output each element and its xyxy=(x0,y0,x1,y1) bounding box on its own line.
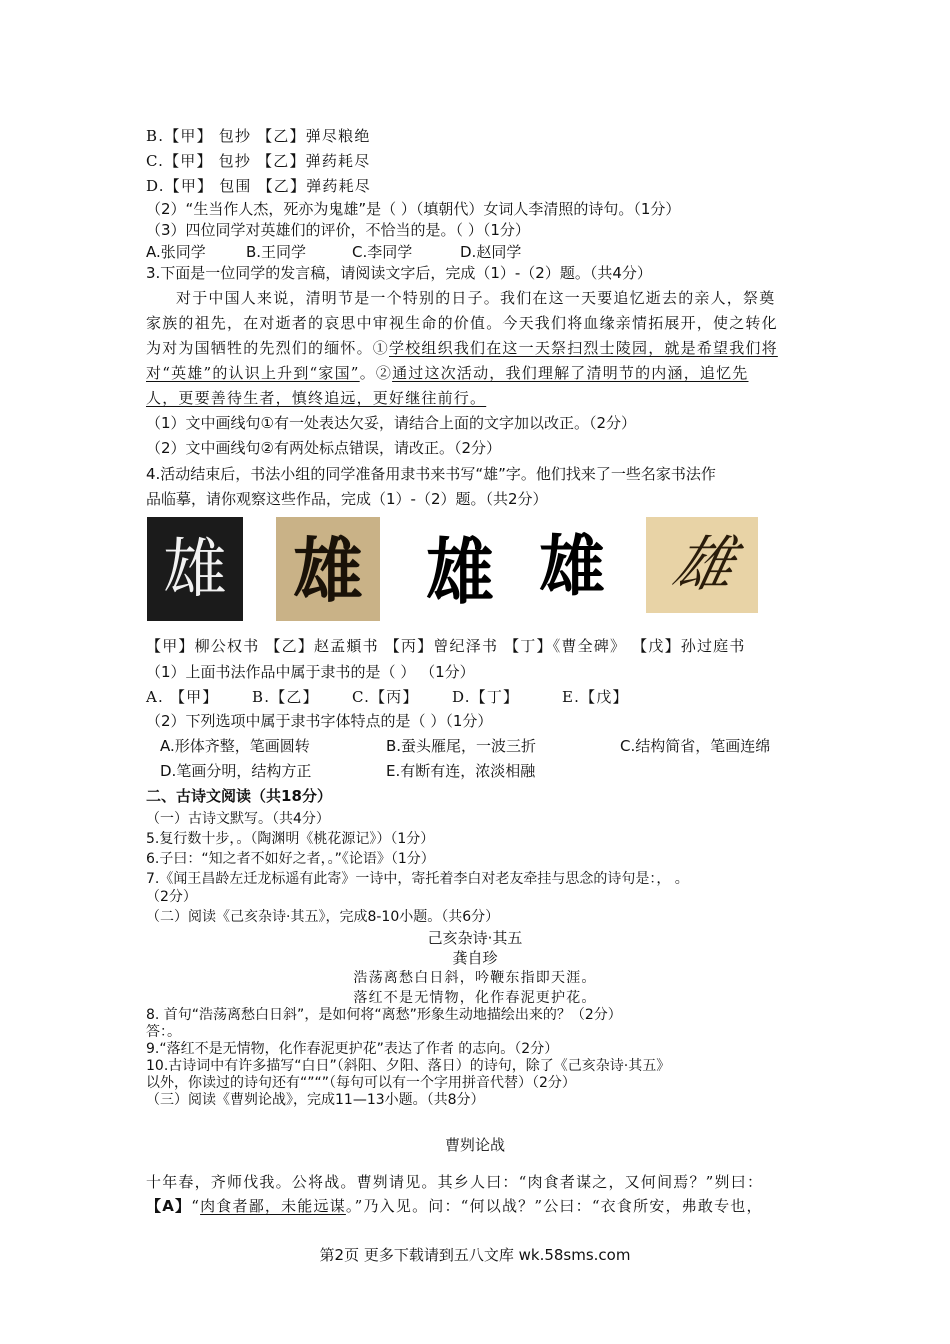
q7-line1: 7.《闻王昌龄左迁龙标遥有此寄》一诗中，寄托着李白对老友牵挂与思念的诗句是：， 。 xyxy=(146,871,689,887)
calligraphy-wu-graphic xyxy=(646,517,758,613)
q4-sub2: （2）下列选项中属于隶书字体特点的是（ ）（1分） xyxy=(146,712,493,730)
q9: 9.“落红不是无情物，化作春泥更护花”表达了作者 的志向。（2分） xyxy=(146,1041,559,1057)
text-title: 曹刿论战 xyxy=(444,1136,505,1154)
calligraphy-yi-glyph: 雄 xyxy=(293,529,363,612)
q10-line2: 以外，你读过的诗句还有“”“”（每句可以有一个字用拼音代替）（2分） xyxy=(146,1075,576,1091)
q2-sub3-option-d: D.赵同学 xyxy=(460,243,522,261)
q4-sub2-option-d: D.笔画分明，结构方正 xyxy=(160,762,312,780)
calligraphy-image-ding xyxy=(520,517,624,621)
calligraphy-image-yi xyxy=(276,517,380,621)
q2-sub2: （2）“生当作人杰，死亦为鬼雄”是（ ）（填朝代）女词人李清照的诗句。（1分） xyxy=(146,200,681,218)
q3-paragraph-line4-mid: 。② xyxy=(359,364,393,382)
q3-underlined-sentence2-part2: 人，更要善待生者，慎终追远，更好继往前行。 xyxy=(146,389,487,407)
poem-line2: 落红不是无情物，化作春泥更护花。 xyxy=(353,990,597,1006)
q3-paragraph-line3 xyxy=(146,338,778,358)
section2-part1: （一）古诗文默写。（共4分） xyxy=(146,811,330,827)
q4-sub1: （1）上面书法作品中属于隶书的是（ ） （1分） xyxy=(146,663,475,681)
section2-part3: （三）阅读《曹刿论战》，完成11—13小题。（共8分） xyxy=(146,1092,485,1108)
q3-underlined-sentence1-part1: 学校组织我们在这一天祭扫烈士陵园，就是希望我们将 xyxy=(389,339,778,357)
q4-sub2-option-c: C.结构简省，笔画连绵 xyxy=(620,737,771,755)
q4-sub2-option-b: B.蚕头雁尾，一波三折 xyxy=(386,737,537,755)
q5: 5.复行数十步，。（陶渊明《桃花源记》）（1分） xyxy=(146,831,435,847)
calligraphy-yi-graphic xyxy=(276,517,380,621)
text-line2-open-quote: “ xyxy=(191,1197,201,1215)
text-marker-a: 【A】 xyxy=(146,1197,192,1215)
q4-title-line1: 4.活动结束后，书法小组的同学准备用隶书来书写“雄”字。他们找来了一些名家书法作 xyxy=(146,465,716,483)
footer-suffix: 页 更多下载请到五八文库 wk.58sms.com xyxy=(344,1246,631,1264)
q2-sub3: （3）四位同学对英雄们的评价，不恰当的是。（ ）（1分） xyxy=(146,221,530,239)
calligraphy-image-jia xyxy=(147,517,243,621)
poem-author: 龚自珍 xyxy=(452,949,498,967)
q8-line2: 答：。 xyxy=(146,1024,181,1040)
q3-paragraph-line3-plain: 为对为国牺牲的先烈们的缅怀。① xyxy=(146,339,390,357)
calligraphy-ding-glyph: 雄 xyxy=(539,527,605,605)
q2-option-b: B.【甲】 包抄 【乙】弹尽粮绝 xyxy=(146,127,371,145)
q3-paragraph-line2: 家族的祖先，在对逝者的哀思中审视生命的价值。今天我们将血缘亲情拓展开，使之转化 xyxy=(146,314,778,332)
q4-sub1-option-e: E.【戊】 xyxy=(562,688,629,706)
q3-paragraph-line5 xyxy=(146,388,486,408)
section2-heading: 二、古诗文阅读（共18分） xyxy=(146,787,332,805)
page-footer xyxy=(0,1244,950,1265)
text-line2 xyxy=(146,1196,763,1216)
q2-sub3-option-b: B.王同学 xyxy=(246,243,307,261)
poem-line1: 浩荡离愁白日斜，吟鞭东指即天涯。 xyxy=(353,970,597,986)
calligraphy-image-wu xyxy=(646,517,758,613)
q4-sub1-option-d: D.【丁】 xyxy=(452,688,520,706)
q4-sub2-option-a: A.形体齐整，笔画圆转 xyxy=(160,737,310,755)
q4-sub1-option-a: A. 【甲】 xyxy=(146,688,219,706)
calligraphy-jia-glyph: 雄 xyxy=(163,533,227,607)
q3-paragraph-line1: 对于中国人来说，清明节是一个特别的日子。我们在这一天要追忆逝去的亲人，祭奠 xyxy=(176,289,776,307)
q3-paragraph-line4 xyxy=(146,363,749,383)
calligraphy-bing-graphic xyxy=(420,517,500,621)
q10-line1: 10.古诗词中有许多描写“白日”（斜阳、夕阳、落日）的诗句，除了《己亥杂诗·其五》 xyxy=(146,1058,671,1074)
text-underlined-phrase-a: 肉食者鄙，未能远谋 xyxy=(200,1197,346,1215)
q2-sub3-option-c: C.李同学 xyxy=(352,243,413,261)
calligraphy-bing-glyph: 雄 xyxy=(425,531,495,615)
q2-option-d: D.【甲】 包围 【乙】弹药耗尽 xyxy=(146,177,371,195)
q3-title: 3.下面是一位同学的发言稿，请阅读文字后，完成（1）-（2）题。（共4分） xyxy=(146,264,652,282)
calligraphy-wu-glyph: 雄 xyxy=(666,530,742,600)
calligraphy-jia-graphic xyxy=(147,517,243,621)
q2-sub3-option-a: A.张同学 xyxy=(146,243,206,261)
q3-sub2: （2）文中画线句②有两处标点错误，请改正。（2分） xyxy=(146,439,502,457)
calligraphy-image-bing xyxy=(420,517,500,621)
q4-sub1-option-b: B.【乙】 xyxy=(252,688,319,706)
poem-title: 己亥杂诗·其五 xyxy=(427,929,523,947)
q4-sub1-option-c: C.【丙】 xyxy=(352,688,419,706)
calligraphy-ding-graphic xyxy=(520,517,624,621)
footer-prefix: 第 xyxy=(319,1246,335,1264)
q4-title-line2: 品临摹，请你观察这些作品，完成（1）-（2）题。（共2分） xyxy=(146,490,548,508)
q3-underlined-sentence2-part1: 通过这次活动，我们理解了清明节的内涵，追忆先 xyxy=(392,364,749,382)
q3-underlined-sentence1-part2: 对“英雄”的认识上升到“家国” xyxy=(146,364,360,382)
section2-part2: （二）阅读《己亥杂诗·其五》，完成8-10小题。（共6分） xyxy=(146,909,500,925)
q3-sub1: （1）文中画线句①有一处表达欠妥，请结合上面的文字加以改正。（2分） xyxy=(146,414,637,432)
text-line1: 十年春，齐师伐我。公将战。曹刿请见。其乡人曰：“肉食者谋之，又何间焉？”刿曰： xyxy=(146,1173,764,1191)
q7-line2: （2分） xyxy=(146,889,197,905)
q8-line1: 8. 首句“浩荡离愁白日斜”，是如何将“离愁”形象生动地描绘出来的？（2分） xyxy=(146,1007,622,1023)
q6: 6.子曰：“知之者不如好之者，。”《论语》（1分） xyxy=(146,851,435,867)
text-line2-rest: 。”乃入见。问：“何以战？”公曰：“衣食所安，弗敢专也， xyxy=(345,1197,763,1215)
q4-sub2-option-e: E.有断有连，浓淡相融 xyxy=(386,762,536,780)
footer-page-number: 2 xyxy=(334,1246,345,1264)
q2-option-c: C.【甲】 包抄 【乙】弹药耗尽 xyxy=(146,152,371,170)
q4-captions: 【甲】柳公权书 【乙】赵孟頫书 【丙】曾纪泽书 【丁】《曹全碑》 【戊】孙过庭书 xyxy=(146,637,746,655)
